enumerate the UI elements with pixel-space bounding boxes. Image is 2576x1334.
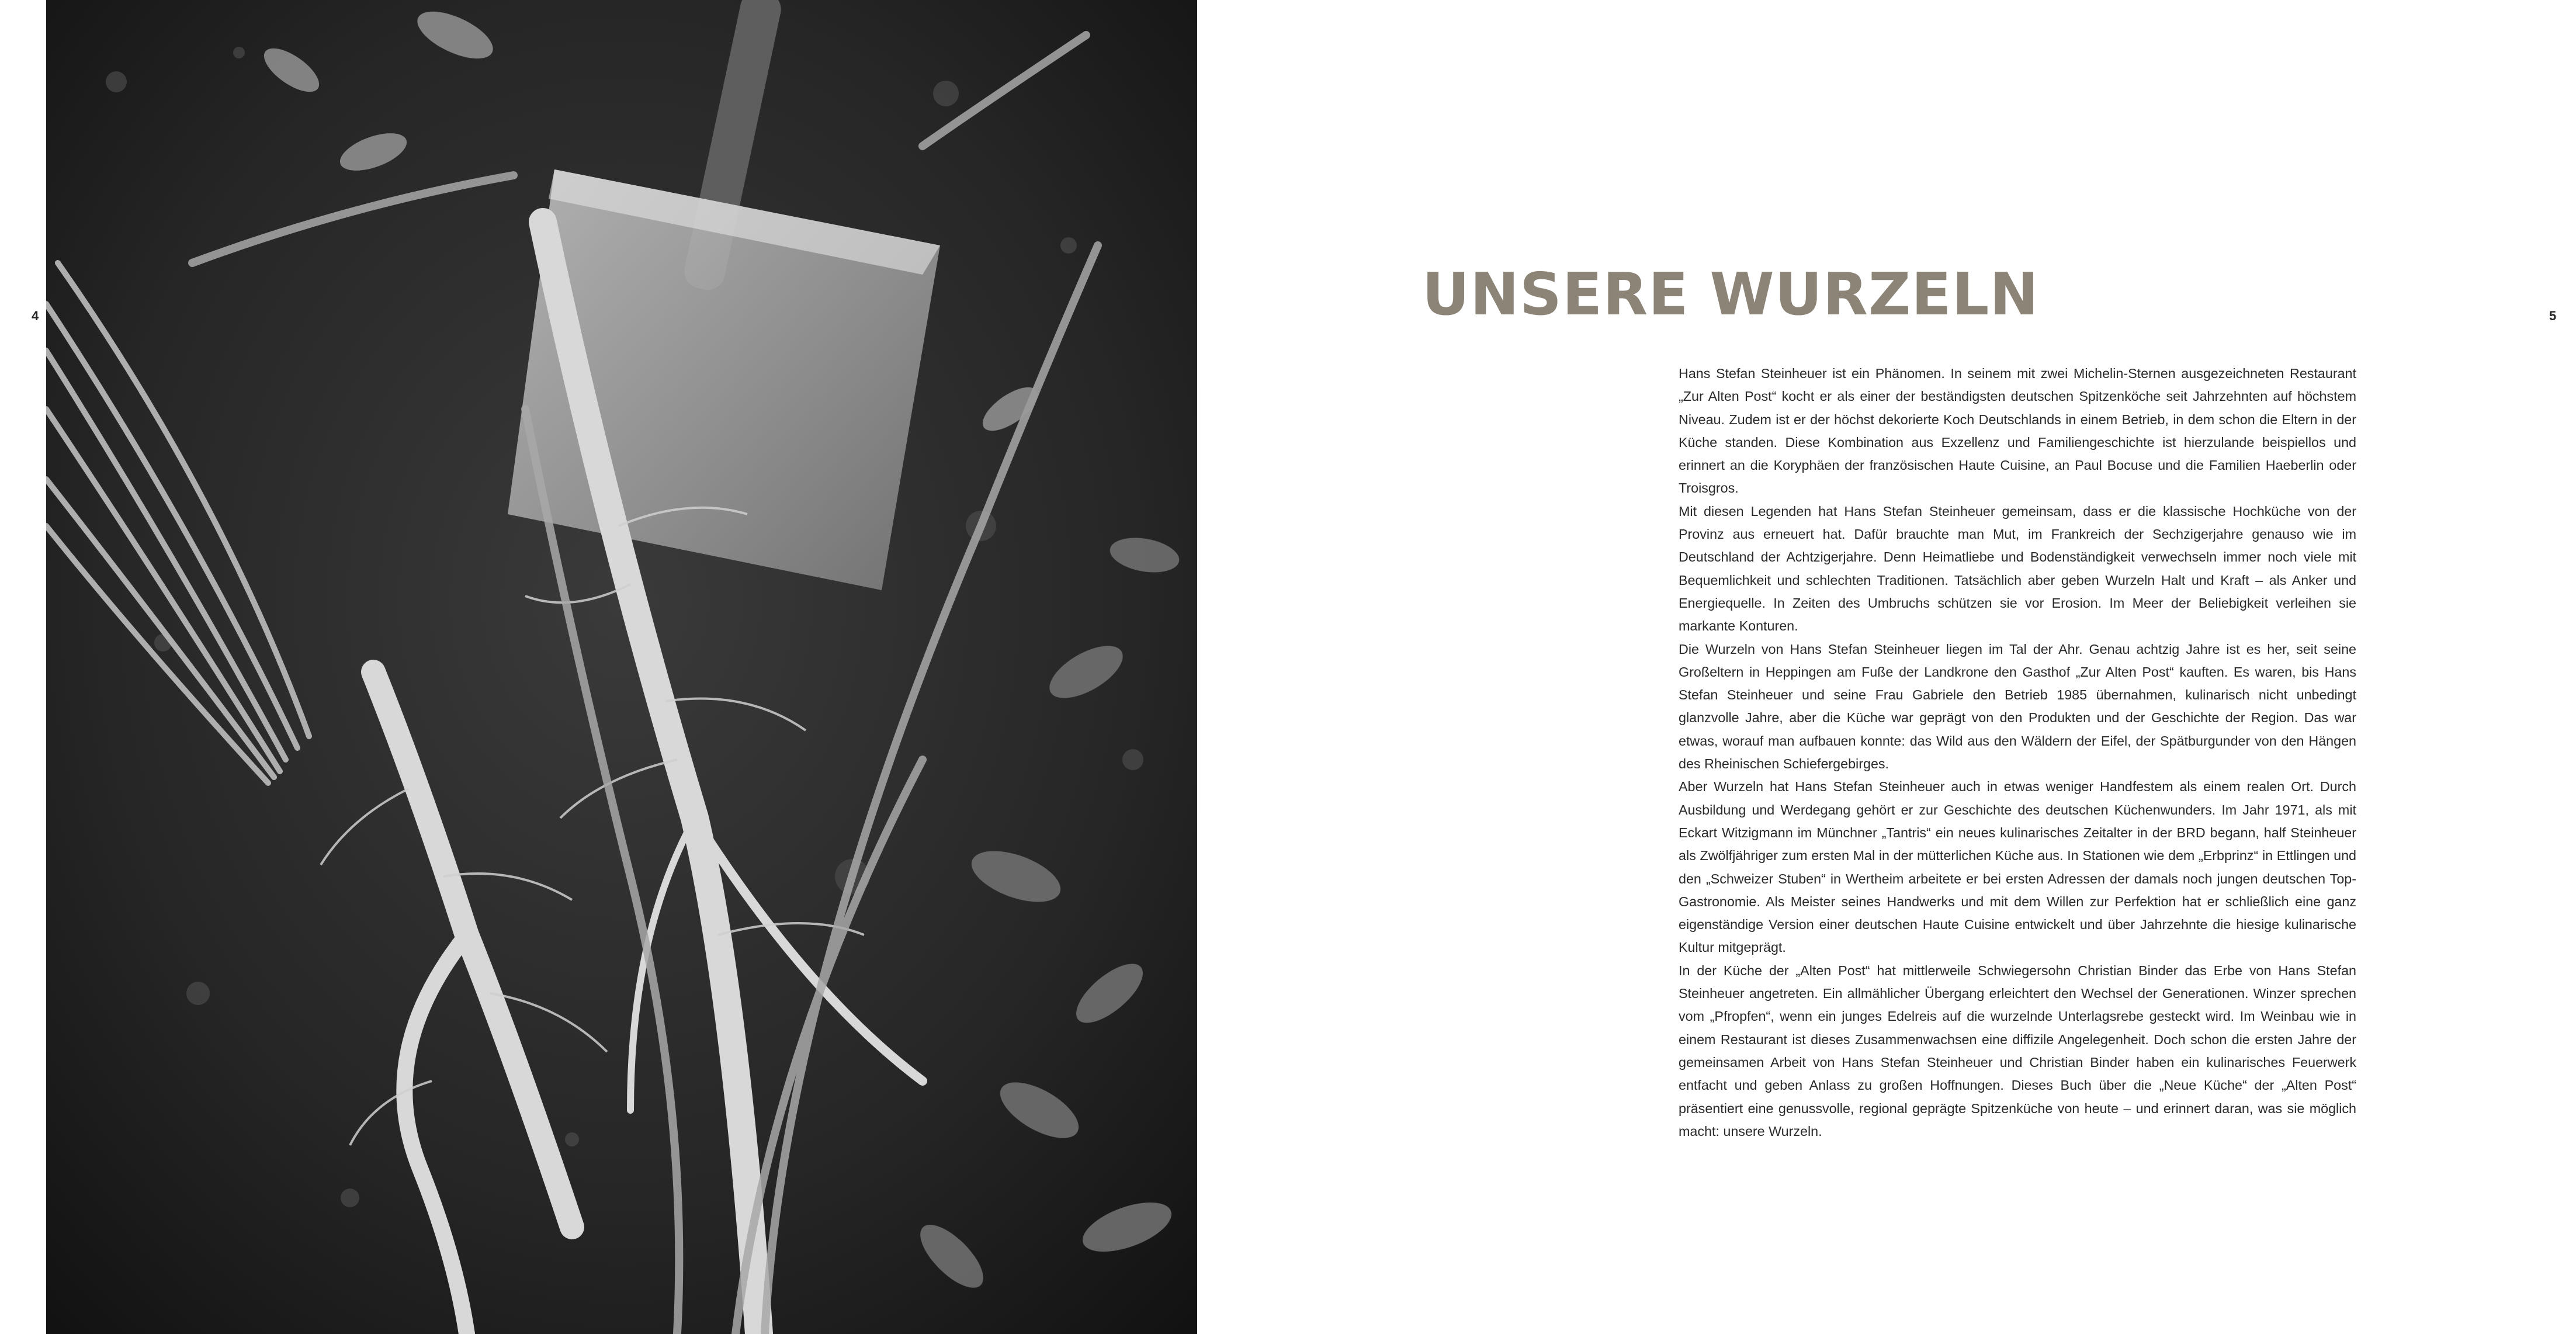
roots-and-spade-illustration — [46, 0, 1197, 1334]
paragraph: Aber Wurzeln hat Hans Stefan Steinheuer auch in etwas weniger Handfestem als einem realen Ort. Durch Ausbildung und Werdegang gehört er zur Geschichte des deutschen Küchenwunders. Im Jahr 1971, als mit Eckart Witzigmann im Münchner „Tantris“ ein neues kulinarisches Zeitalter in der BRD begann, half Steinheuer als Zwölfjähriger zum ersten Mal in der mütterlichen Küche aus. In Stationen wie dem „Erbprinz“ in Ettlingen und den „Schweizer Stuben“ in Wertheim arbeitete er bei ersten Adressen der damals noch jungen deutschen Top-Gastronomie. Als Meister seines Handwerks und mit dem Willen zur Perfektion hat er schließlich eine ganz eigenständige Version einer deutschen Haute Cuisine entwickelt und über Jahrzehnte die hiesige kulinarische Kultur mitgeprägt. — [1679, 779, 2356, 955]
paragraph: Die Wurzeln von Hans Stefan Steinheuer liegen im Tal der Ahr. Genau achtzig Jahre ist es her, seit seine Großeltern in Heppingen am Fuße der Landkrone den Gasthof „Zur Alten Post“ kauften. Es waren, bis Hans Stefan Steinheuer und seine Frau Gabriele den Betrieb 1985 übernahmen, kulinarisch nicht unbedingt glanzvolle Jahre, aber die Küche war geprägt von den Produkten und der Geschichte der Region. Das war etwas, worauf man aufbauen konnte: das Wild aus den Wäldern der Eifel, der Spätburgunder von den Hängen des Rheinischen Schiefergebirges. — [1679, 641, 2356, 772]
paragraph: In der Küche der „Alten Post“ hat mittlerweile Schwiegersohn Christian Binder das Erbe von Hans Stefan Steinheuer angetreten. Ein allmählicher Übergang erleichtert den Wechsel der Generationen. Winzer sprechen vom „Pfropfen“, wenn ein junges Edelreis auf die wurzelnde Unterlagsrebe gesteckt wird. Im Weinbau wie in einem Restaurant ist dieses Zusammenwachsen eine diffizile Angelegenheit. Doch schon die ersten Jahre der gemeinsamen Arbeit von Hans Stefan Steinheuer und Christian Binder haben ein kulinarisches Feuerwerk entfacht und geben Anlass zu großen Hoffnungen. Dieses Buch über die „Neue Küche“ der „Alten Post“ präsentiert eine genussvolle, regional geprägte Spitzenküche von heute – und erinnert daran, was sie möglich macht: unsere Wurzeln. — [1679, 962, 2356, 1139]
page-number-left: 4 — [32, 309, 39, 323]
roots-photo — [46, 0, 1197, 1334]
paragraph: Mit diesen Legenden hat Hans Stefan Steinheuer gemeinsam, dass er die klassische Hochküche von der Provinz aus erneuert hat. Dafür brauchte man Mut, im Frankreich der Sechzigerjahre genauso wie im Deutschland der Achtzigerjahre. Denn Heimatliebe und Bodenständigkeit verwechseln immer noch viele mit Bequemlichkeit und schlechten Traditionen. Tatsächlich aber geben Wurzeln Halt und Kraft – als Anker und Energiequelle. In Zeiten des Umbruchs schützen sie vor Erosion. Im Meer der Beliebigkeit verleihen sie markante Konturen. — [1679, 503, 2356, 634]
chapter-title: UNSERE WURZELN — [1422, 260, 2040, 328]
page-number-right: 5 — [2549, 309, 2557, 323]
right-page — [1288, 0, 2576, 1334]
paragraph: Hans Stefan Steinheuer ist ein Phänomen. In seinem mit zwei Michelin-Sternen ausgezeichneten Restaurant „Zur Alten Post“ kocht er als einer der beständigsten deutschen Spitzenköche seit Jahrzehnten auf höchstem Niveau. Zudem ist er der höchst dekorierte Koch Deutschlands in einem Betrieb, in dem schon die Eltern in der Küche standen. Diese Kombination aus Exzellenz und Familiengeschichte ist hierzulande beispiellos und erinnert an die Koryphäen der französischen Haute Cuisine, an Paul Bocuse und die Familien Haeberlin oder Troisgros. — [1679, 366, 2356, 496]
article-body — [1679, 362, 2356, 1143]
